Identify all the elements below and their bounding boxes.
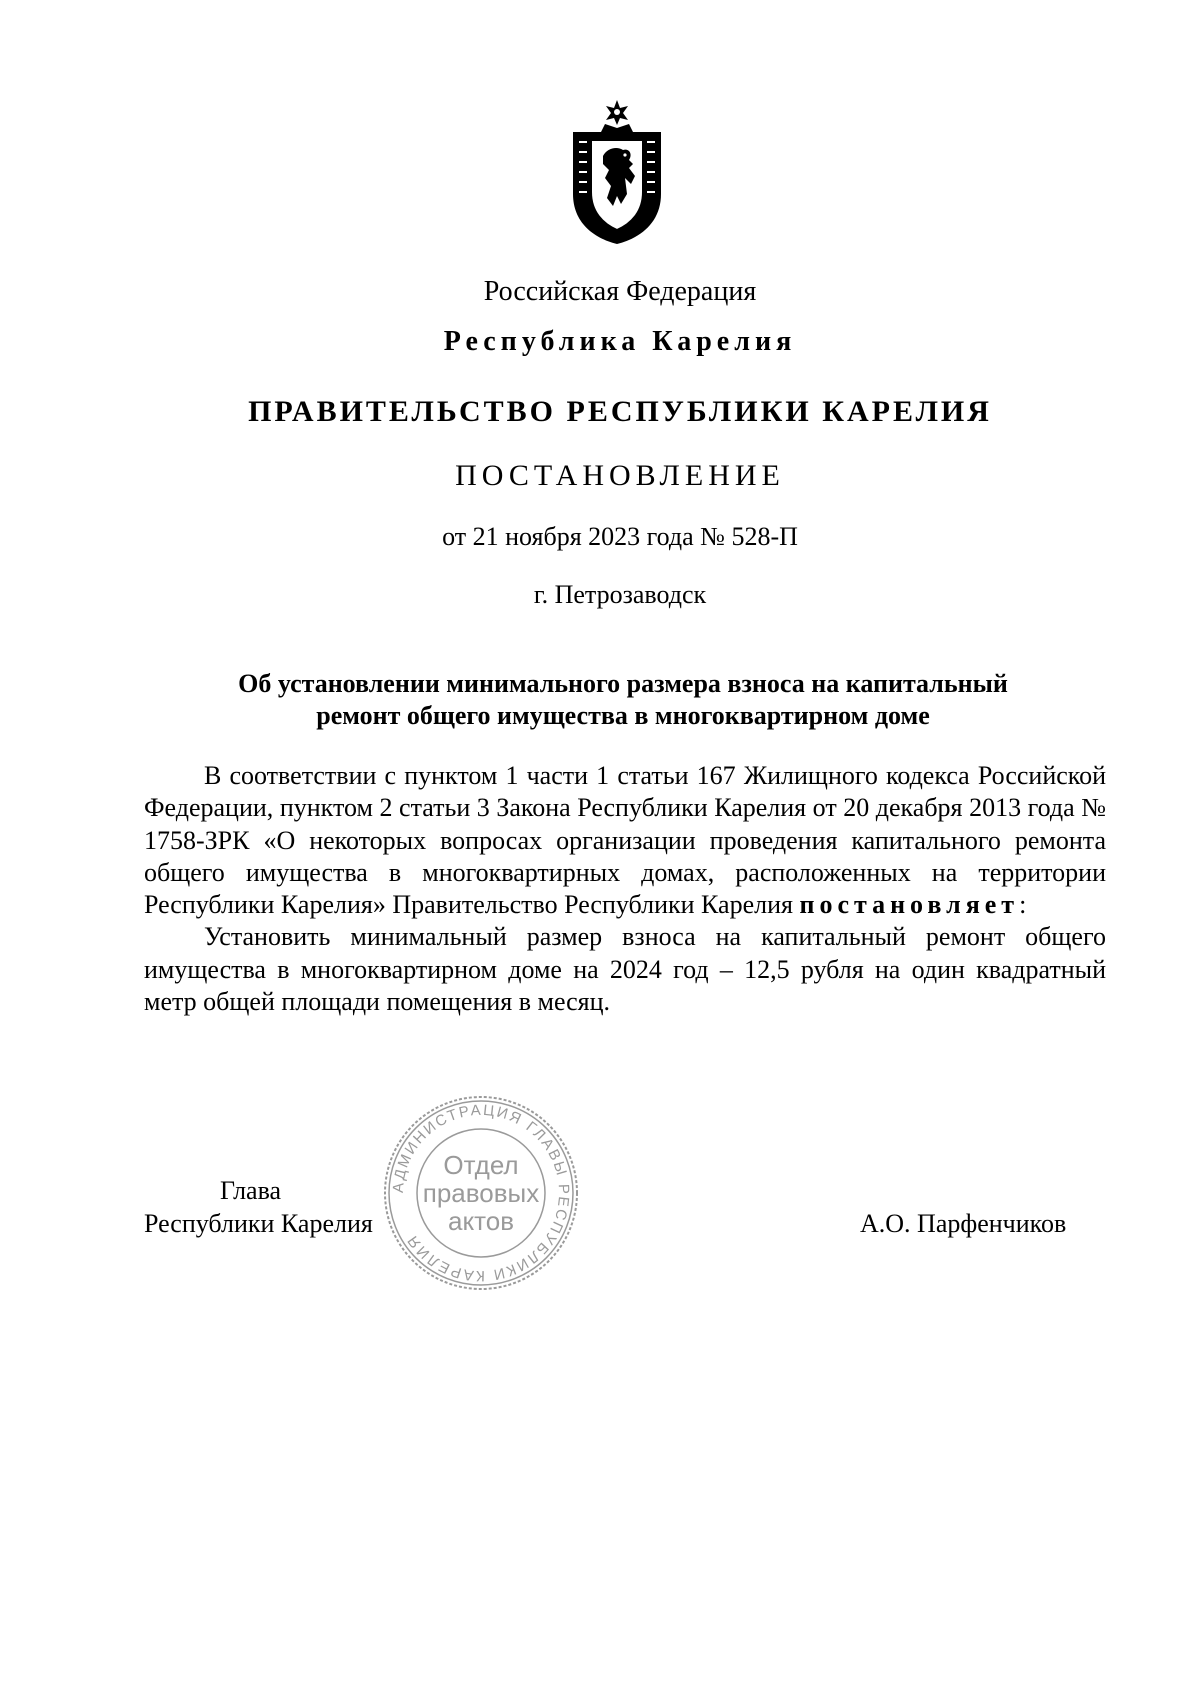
- date-number-line: от 21 ноября 2023 года № 528-П: [442, 522, 798, 551]
- legal-department-stamp: [382, 1094, 580, 1292]
- stamp-ring-text: АДМИНИСТРАЦИЯ ГЛАВЫ РЕСПУБЛИКИ КАРЕЛИЯ: [389, 1101, 573, 1285]
- karelia-coat-of-arms-icon: [565, 98, 669, 246]
- body-paragraph-1-end: :: [1019, 890, 1027, 920]
- signatory-title-line1: Глава: [220, 1176, 282, 1205]
- document-type-heading: ПОСТАНОВЛЕНИЕ: [455, 459, 785, 492]
- stamp-line2: правовых: [422, 1178, 540, 1208]
- document-body: [144, 760, 1106, 1018]
- body-paragraph-2: Установить минимальный размер взноса на капитальный ремонт общего имущества в многоквартирном доме на 2024 год – 12,5 рубля на один квадратный метр общей площади помещения в месяц.: [144, 922, 1106, 1017]
- federation-heading: Российская Федерация: [483, 276, 757, 307]
- stamp-line1: Отдел: [443, 1150, 519, 1180]
- government-heading: ПРАВИТЕЛЬСТВО РЕСПУБЛИКИ КАРЕЛИЯ: [248, 395, 992, 428]
- body-paragraph-1: [144, 760, 1106, 921]
- republic-heading: Республика Карелия: [443, 326, 797, 357]
- stamp-line3: актов: [447, 1206, 515, 1236]
- city-line: г. Петрозаводск: [533, 580, 707, 609]
- signatory-title-line2: Республики Карелия: [144, 1209, 373, 1238]
- document-title-line1: Об установлении минимального размера взноса на капитальный: [238, 669, 1008, 698]
- signatory-name: А.О. Парфенчиков: [860, 1209, 1067, 1238]
- document-title: [142, 668, 1104, 732]
- body-paragraph-1-text: В соответствии с пунктом 1 части 1 статьи 167 Жилищного кодекса Российской Федерации, пунктом 2 статьи 3 Закона Республики Карелия от 20 декабря 2013 года № 1758-ЗРК «О некоторых вопросах организации проведения капитального ремонта общего имущества в многоквартирных домах, расположенных на территории Республики Карелия» Правительство Республики Карелия: [144, 761, 1106, 920]
- decree-keyword: постановляет: [799, 890, 1020, 920]
- document-title-line2: ремонт общего имущества в многоквартирном доме: [316, 701, 930, 730]
